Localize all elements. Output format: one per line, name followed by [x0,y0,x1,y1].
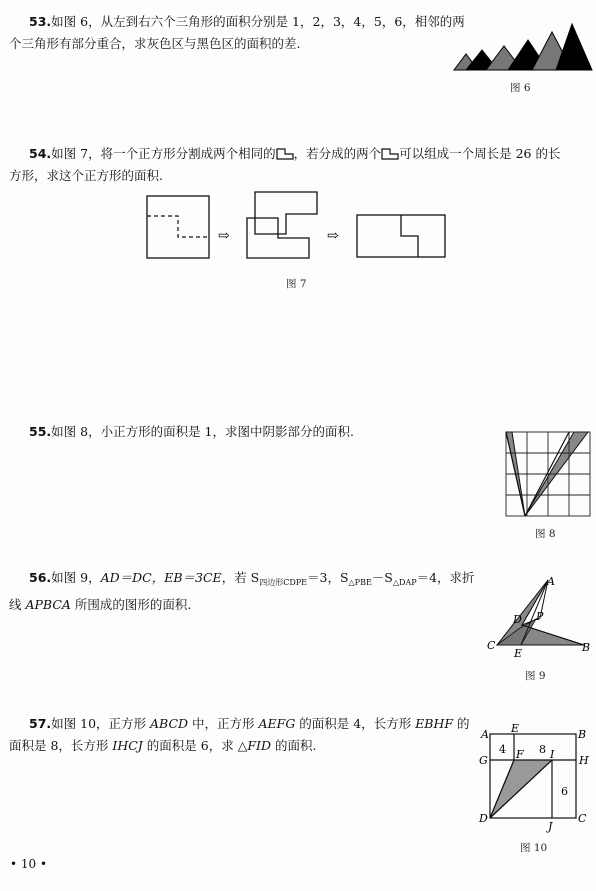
problem-text: 如图 8，小正方形的面积是 1，求图中阴影部分的面积. [51,424,354,439]
problem-number: 57. [29,716,52,731]
area-4-label: 4 [499,743,506,756]
figure-10 [476,722,594,832]
label-F: F [516,748,524,761]
problem-text: 如图 9， [51,570,101,585]
problem-number: 53. [29,14,52,29]
page-number: • 10 • [10,857,48,871]
polyline-name: APBCA [25,597,71,612]
figure-9 [486,575,590,660]
problem-text: －S [371,570,393,585]
problem-number: 55. [29,424,52,439]
figure-6-triangles [452,22,592,72]
problem-text-line1: 如图 6，从左到右六个三角形的面积分别是 1，2，3，4，5，6，相邻的两 [51,14,465,29]
problem-text: 中，正方形 [188,716,259,731]
figure-8-grid [504,430,592,518]
problem-text: ＝4，求折 [416,570,475,585]
label-E: E [511,722,520,735]
problem-text: 的面积是 4，长方形 [295,716,416,731]
problem-text: 的面积. [270,738,317,753]
problem-text: 方形，求这个正方形的面积. [9,168,163,183]
problem-text: ，若 S [221,570,260,585]
shape-name: IHCJ [112,738,143,753]
figure-9-caption: 图 9 [525,670,546,682]
label-G: G [479,754,488,767]
shape-name: ABCD [150,716,189,731]
label-D: D [479,812,488,825]
problem-56 [9,567,479,616]
l-shape-icon [381,148,399,160]
subscript: △DAP [392,578,417,587]
label-I: I [550,748,555,761]
subscript: △PBE [348,578,372,587]
l-shape-icon [276,148,294,160]
problem-53 [9,11,464,55]
label-J: J [548,820,553,833]
label-P: P [536,610,544,623]
equation: AD＝DC，EB＝3CE [100,570,222,585]
figure-7 [145,190,450,270]
problem-text-line2: 个三角形有部分重合，求灰色区与黑色区的面积的差. [9,36,301,51]
problem-55 [9,421,489,443]
shape-name: AEFG [258,716,296,731]
problem-text: 可以组成一个周长是 26 的长 [399,146,561,161]
problem-57 [9,713,479,757]
label-A: A [481,728,489,741]
problem-text: 所围成的图形的面积. [70,597,192,612]
arrow-icon: ⇨ [327,228,339,244]
figure-7-caption: 图 7 [286,278,307,290]
label-C: C [487,639,496,652]
figure-8-caption: 图 8 [535,528,556,540]
shape-name: FID [247,738,271,753]
problem-text: 如图 10，正方形 [51,716,151,731]
label-H: H [579,754,589,767]
shape-name: EBHF [415,716,454,731]
figure-6-caption: 图 6 [510,82,531,94]
problem-text: 如图 7，将一个正方形分割成两个相同的 [51,146,276,161]
label-B: B [578,728,587,741]
problem-text: 的面积是 6，求 △ [142,738,248,753]
label-D: D [513,613,522,626]
problem-text: ＝3，S [307,570,349,585]
label-A: A [547,575,555,588]
label-E: E [514,647,523,660]
problem-text: 的 [453,716,470,731]
problem-text: ，若分成的两个 [293,146,382,161]
problem-number: 56. [29,570,52,585]
problem-text: 线 [9,597,26,612]
arrow-icon: ⇨ [218,228,230,244]
area-6-label: 6 [561,785,568,798]
label-B: B [582,641,591,654]
problem-text: 面积是 8，长方形 [9,738,113,753]
subscript: 四边形CDPE [259,578,307,587]
problem-54 [9,143,589,187]
label-C: C [578,812,587,825]
figure-10-caption: 图 10 [520,842,548,854]
problem-number: 54. [29,146,52,161]
area-8-label: 8 [539,743,546,756]
